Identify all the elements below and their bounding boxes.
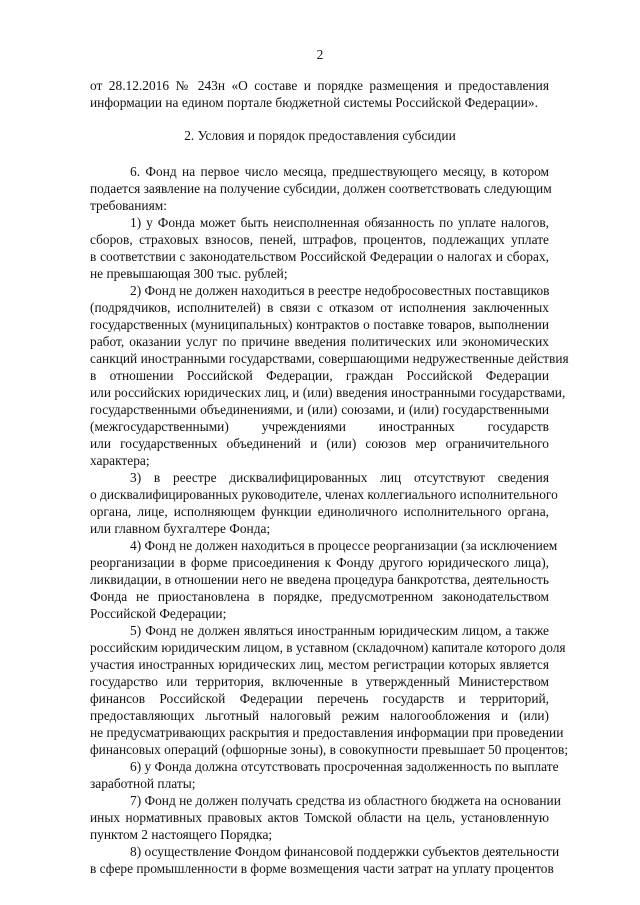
body-line: участия иностранных юридических лиц, местом регистрации которых является xyxy=(90,657,549,672)
body-line: органа, лице, исполняющем функции единоличного исполнительного органа, xyxy=(90,504,549,519)
body-line: в сфере промышленности в форме возмещения части затрат на уплату процентов xyxy=(90,861,554,876)
body-line: или главном бухгалтере Фонда; xyxy=(90,521,271,536)
body-line: в соответствии с законодательством Российской Федерации о налогах и сборах, xyxy=(90,249,549,264)
page-number: 2 xyxy=(316,47,324,62)
body-line: о дисквалифицированных руководителе, членах коллегиального исполнительного xyxy=(90,487,558,502)
body-line: (подрядчиков, исполнителей) в связи с отказом от исполнения заключенных xyxy=(90,300,549,315)
body-line: 6. Фонд на первое число месяца, предшествующего месяцу, в котором xyxy=(130,164,549,179)
body-line: работ, оказании услуг по причине введения политических или экономических xyxy=(90,334,549,349)
intro-line: информации на едином портале бюджетной системы Российской Федерации». xyxy=(90,95,538,110)
body-line: санкций иностранными государствами, совершающими недружественные действия xyxy=(90,351,569,366)
body-line: пунктом 2 настоящего Порядка; xyxy=(90,827,273,842)
body-line: или государственных объединений и (или) союзов мер ограничительного xyxy=(90,436,549,451)
body-line: 6) у Фонда должна отсутствовать просроченная задолженность по выплате xyxy=(130,759,559,774)
body-line: подается заявление на получение субсидии, должен соответствовать следующим xyxy=(90,181,552,196)
body-line: государственными объединениями, и (или) союзами, и (или) государственными xyxy=(90,402,549,417)
body-line: или российских юридических лиц, и (или) введения иностранными государствами, xyxy=(90,385,566,400)
body-line: Фонда не приостановлена в порядке, предусмотренном законодательством xyxy=(90,589,549,604)
body-line: 5) Фонд не должен являться иностранным юридическим лицом, а также xyxy=(130,623,549,638)
body-line: 4) Фонд не должен находиться в процессе реорганизации (за исключением xyxy=(130,538,558,553)
body-line: иных нормативных правовых актов Томской области на цель, установленную xyxy=(90,810,549,825)
body-line: реорганизации в форме присоединения к Фонду другого юридического лица), xyxy=(90,555,549,570)
body-line: требованиям: xyxy=(90,198,167,213)
body-line: характера; xyxy=(90,453,150,468)
body-line: 7) Фонд не должен получать средства из областного бюджета на основании xyxy=(130,793,561,808)
body-line: не превышающая 300 тыс. рублей; xyxy=(90,266,288,281)
body-line: государство или территория, включенные в утвержденный Министерством xyxy=(90,674,549,689)
body-line: не предусматривающих раскрытия и предоставления информации при проведении xyxy=(90,725,564,740)
body-line: 2) Фонд не должен находиться в реестре недобросовестных поставщиков xyxy=(130,283,550,298)
body-line: предоставляющих льготный налоговый режим налогообложения и (или) xyxy=(90,708,549,723)
intro-line: от 28.12.2016 № 243н «О составе и порядке размещения и предоставления xyxy=(90,78,549,93)
body-line: финансов Российской Федерации перечень государств и территорий, xyxy=(90,691,549,706)
body-line: Российской Федерации; xyxy=(90,606,227,621)
body-line: 3) в реестре дисквалифицированных лиц отсутствуют сведения xyxy=(130,470,549,485)
body-line: государственных (муниципальных) контрактов о поставке товаров, выполнении xyxy=(90,317,549,332)
body-line: 8) осуществление Фондом финансовой поддержки субъектов деятельности xyxy=(130,844,560,859)
body-line: 1) у Фонда может быть неисполненная обязанность по уплате налогов, xyxy=(130,215,549,230)
body-line: (межгосударственными) учреждениями иностранных государств xyxy=(90,419,549,434)
body-line: ликвидации, в отношении него не введена процедура банкротства, деятельность xyxy=(90,572,549,587)
body-line: финансовых операций (офшорные зоны), в совокупности превышает 50 процентов; xyxy=(90,742,569,757)
section-heading: 2. Условия и порядок предоставления субсидии xyxy=(184,128,456,143)
body-line: российским юридическим лицом, в уставном (складочном) капитале которого доля xyxy=(90,640,566,655)
body-line: заработной платы; xyxy=(90,776,196,791)
body-line: сборов, страховых взносов, пеней, штрафов, процентов, подлежащих уплате xyxy=(90,232,549,247)
body-line: в отношении Российской Федерации, граждан Российской Федерации xyxy=(90,368,549,383)
